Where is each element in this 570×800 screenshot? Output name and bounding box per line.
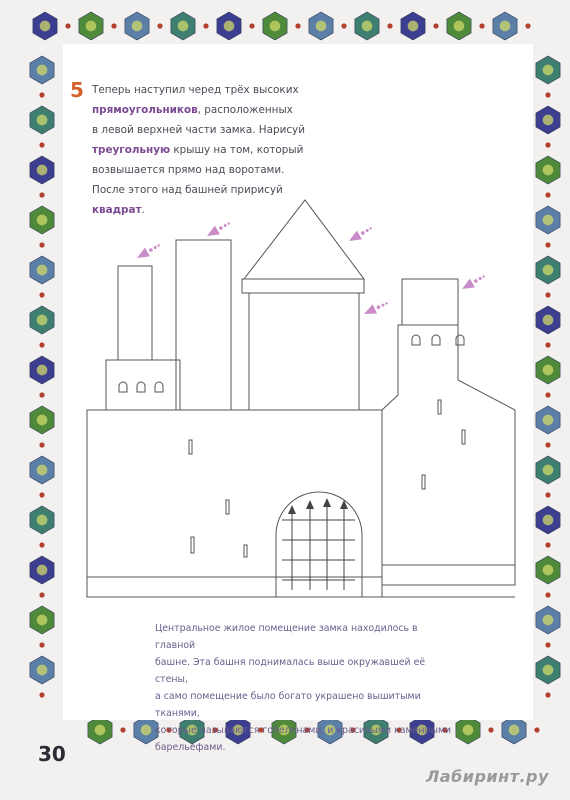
instruction-highlight: треугольную xyxy=(92,144,171,156)
arched-window xyxy=(119,382,127,392)
arched-window xyxy=(155,382,163,392)
caption-text xyxy=(155,620,455,756)
caption-line: башне. Эта башня поднималась выше окружавшей её стены, xyxy=(155,657,426,685)
slit-window xyxy=(438,400,441,414)
slit-window xyxy=(244,545,247,557)
left-tall-rectangle xyxy=(118,266,152,360)
instruction-highlight: прямоугольников xyxy=(92,104,198,116)
castle-gate xyxy=(276,492,362,597)
main-wall xyxy=(87,410,382,597)
slit-window xyxy=(191,537,194,553)
arched-window xyxy=(432,335,440,345)
slit-window xyxy=(226,500,229,514)
instruction-highlight: квадрат xyxy=(92,204,142,216)
arrow-pointer-icon xyxy=(460,272,488,294)
instruction-line: в левой верхней части замка. Нарисуй xyxy=(92,124,305,136)
left-lower-block xyxy=(106,360,180,410)
caption-line: которые называются гобеленами, и красивыми каменными xyxy=(155,725,452,736)
arrow-pointer-icon xyxy=(362,298,390,318)
slit-window xyxy=(422,475,425,489)
instruction-line: квадрат. xyxy=(92,204,145,216)
slit-window xyxy=(189,440,192,454)
arched-window xyxy=(456,335,464,345)
caption-line: Центральное жилое помещение замка находилось в главной xyxy=(155,623,418,651)
right-tower xyxy=(382,325,515,585)
page-number: 30 xyxy=(38,742,66,766)
middle-tall-rectangle xyxy=(176,240,231,410)
instruction-line: прямоугольников, расположенных xyxy=(92,104,293,116)
arrow-pointer-icon xyxy=(135,241,163,263)
instruction-line: После этого над башней пририсуй xyxy=(92,184,283,196)
instruction-line: треугольную крышу на том, который xyxy=(92,144,304,156)
instruction-line: возвышается прямо над воротами. xyxy=(92,164,285,176)
caption-line: а само помещение было богато украшено вышитыми тканями, xyxy=(155,691,421,719)
caption-line: барельефами. xyxy=(155,742,226,753)
slit-window xyxy=(462,430,465,444)
step-number: 5 xyxy=(70,78,84,102)
roof-base xyxy=(242,279,364,293)
central-keep xyxy=(249,293,359,410)
right-top-square xyxy=(402,279,458,325)
watermark-logo-icon: Лабиринт.ру xyxy=(426,767,549,786)
arched-window xyxy=(137,382,145,392)
triangle-roof xyxy=(244,200,364,279)
arrow-pointer-icon xyxy=(347,224,375,246)
instruction-line: Теперь наступил черед трёх высоких xyxy=(92,84,299,96)
arched-window xyxy=(412,335,420,345)
arrow-pointer-icon xyxy=(205,219,233,241)
